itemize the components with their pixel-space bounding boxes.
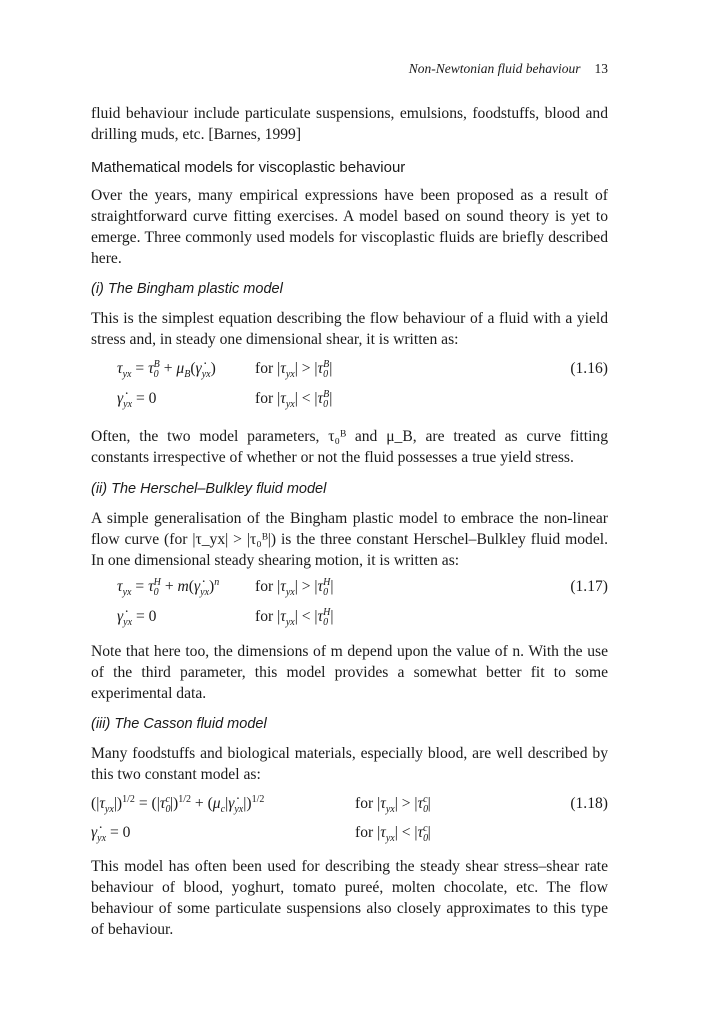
intro-paragraph: fluid behaviour include particulate suspensions, emulsions, foodstuffs, blood and drilling muds, etc. [Barnes, 1999] — [91, 105, 608, 143]
page-number: 13 — [594, 61, 608, 76]
equation-1-16-line-1: $\tau_{yx} = \tau_0^B$ + $\mu_B(\gammȧ_{yx})$ — [117, 358, 216, 381]
for-label: for — [355, 795, 374, 812]
casson-note: This model has often been used for describing the steady shear stress–shear rate behaviour of blood, yoghurt, tomato pureé, molten chocolate, etc. The flow behaviour of some particulate suspensions also closely approximates to this type of behaviour. — [91, 858, 608, 938]
equation-1-18-condition-2: for $|\tau_{yx}| < |\tau_0^c|$ — [355, 822, 431, 845]
zero-value: 0 — [148, 390, 157, 407]
equation-1-18-line-1: $(|\tau_{yx}|)^{1/2} = (|\tau_0^c|)^{1/2}$ + $(\mu_c|\gammȧ_{yx}|)^{1/2}$ — [91, 793, 265, 816]
section-heading: Mathematical models for viscoplastic behaviour — [91, 159, 406, 176]
for-label: for — [355, 824, 374, 841]
for-label: for — [255, 390, 274, 407]
bingham-heading: (i) The Bingham plastic model — [91, 281, 283, 297]
equation-1-16-line-2: $\gammȧ_{yx} = 0$ — [117, 390, 157, 411]
equation-1-17-line-2: $\gammȧ_{yx} = 0$ — [117, 608, 157, 629]
equation-number-1-18: (1.18) — [570, 795, 608, 812]
for-label: for — [255, 608, 274, 625]
zero-value: 0 — [122, 824, 131, 841]
section-paragraph: Over the years, many empirical expressions have been proposed as a result of straightforward curve fitting exercises. A model based on sound theory is yet to emerge. Three commonly used models for viscoplastic fluids are briefly described here. — [91, 187, 608, 267]
equation-1-17-condition-1: for $|\tau_{yx}| > |\tau_0^H|$ — [255, 576, 334, 599]
equation-1-18-line-2: $\gammȧ_{yx} = 0$ — [91, 824, 131, 845]
casson-heading: (iii) The Casson fluid model — [91, 716, 267, 732]
herschel-intro: A simple generalisation of the Bingham plastic model to embrace the non-linear flow curve (for |τ_yx| > |τ₀ᴮ|) is the three constant Herschel–Bulkley fluid model. In one dimensional steady shearing motion, it is written as: — [91, 510, 608, 569]
casson-intro: Many foodstuffs and biological materials, especially blood, are well described by this two constant model as: — [91, 745, 608, 783]
equation-1-16-condition-1: for $|\tau_{yx}| > |\tau_0^B|$ — [255, 358, 333, 381]
equation-number-1-16: (1.16) — [570, 360, 608, 377]
for-label: for — [255, 360, 274, 377]
equation-1-18-condition-1: for $|\tau_{yx}| > |\tau_0^c|$ — [355, 793, 431, 816]
running-title: Non-Newtonian fluid behaviour — [408, 61, 581, 76]
bingham-intro: This is the simplest equation describing the flow behaviour of a fluid with a yield stress and, in steady one dimensional shear, it is written as: — [91, 310, 608, 348]
bingham-note: Often, the two model parameters, τ₀ᴮ and μ_B, are treated as curve fitting constants irrespective of whether or not the fluid possesses a true yield stress. — [91, 428, 608, 466]
for-label: for — [255, 578, 274, 595]
herschel-heading: (ii) The Herschel–Bulkley fluid model — [91, 481, 327, 497]
herschel-note: Note that here too, the dimensions of m depend upon the value of n. With the use of the third parameter, this model provides a somewhat better fit to some experimental data. — [91, 643, 608, 702]
equation-1-17-line-1: $\tau_{yx} = \tau_0^H$ + $m(\gammȧ_{yx})^n$ — [117, 576, 220, 599]
equation-1-16-condition-2: for $|\tau_{yx}| < |\tau_0^B|$ — [255, 388, 333, 411]
equation-1-17-condition-2: for $|\tau_{yx}| < |\tau_0^H|$ — [255, 606, 334, 629]
zero-value: 0 — [148, 608, 157, 625]
equation-number-1-17: (1.17) — [570, 578, 608, 595]
running-head — [380, 61, 608, 77]
